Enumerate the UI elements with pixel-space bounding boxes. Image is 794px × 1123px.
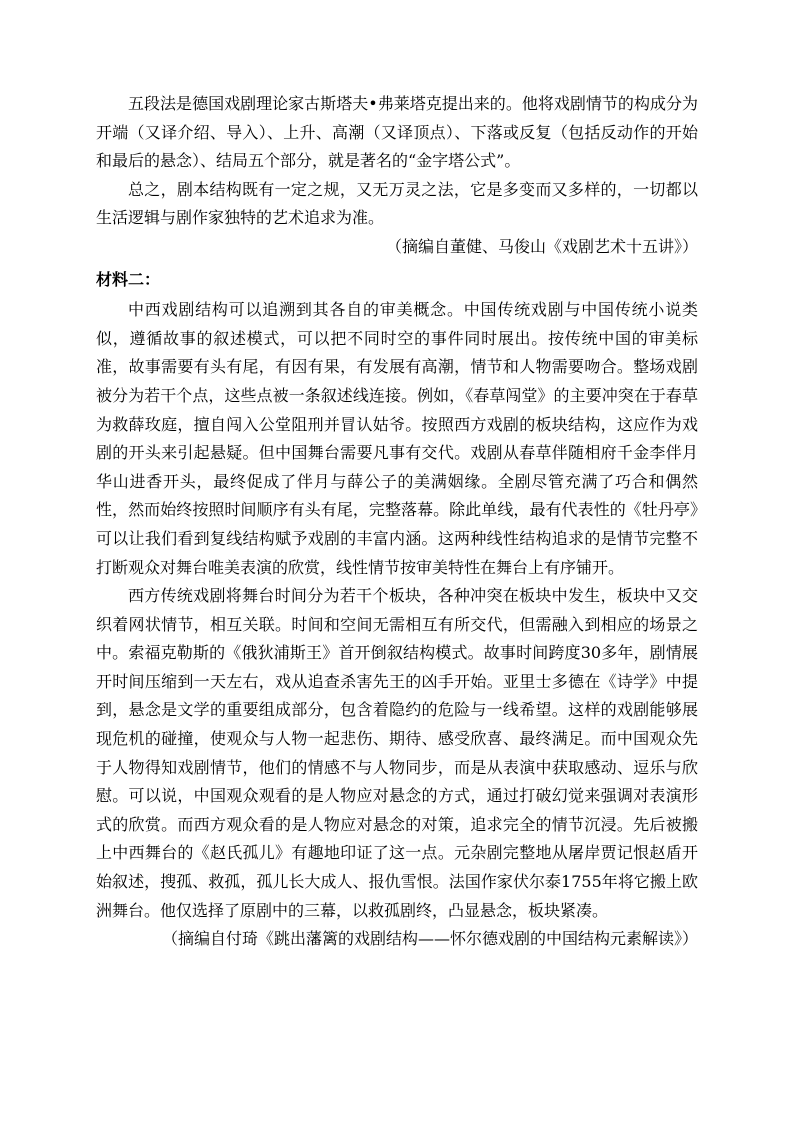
material2-source: （摘编自付琦《跳出藩篱的戏剧结构——怀尔德戏剧的中国结构元素解读》） (161, 929, 698, 949)
material1-source: （摘编自董健、马俊山《戏剧艺术十五讲》） (385, 236, 698, 256)
material1-paragraph-2: 总之，剧本结构既有一定之规，又无万灵之法，它是多变而又多样的，一切都以生活逻辑与剧作家独特的艺术追求为准。 (96, 179, 698, 228)
document-page (96, 90, 698, 954)
material2-heading: 材料二： (96, 269, 161, 289)
material2-paragraph-1: 中西戏剧结构可以追溯到其各自的审美概念。中国传统戏剧与中国传统小说类似，遵循故事的叙述模式，可以把不同时空的事件同时展出。按传统中国的审美标准，故事需要有头有尾，有因有果，有发展有高潮，情节和人物需要吻合。整场戏剧被分为若干个点，这些点被一条叙述线连接。例如，《春草闯堂》的主要冲突在于春草为救薛玫庭，擅自闯入公堂阻刑并冒认姑爷。按照西方戏剧的板块结构，这应作为戏剧的开头来引起悬疑。但中国舞台需要凡事有交代。戏剧从春草伴随相府千金李伴月华山进香开头，最终促成了伴月与薛公子的美满姻缘。全剧尽管充满了巧合和偶然性，然而始终按照时间顺序有头有尾，完整落幕。除此单线，最有代表性的《牡丹亭》可以让我们看到复线结构赋予戏剧的丰富内涵。这两种线性结构追求的是情节完整不打断观众对舞台唯美表演的欣赏，线性情节按审美特性在舞台上有序铺开。 (96, 300, 698, 577)
material2-paragraph-2: 西方传统戏剧将舞台时间分为若干个板块，各种冲突在板块中发生，板块中又交织着网状情节，相互关联。时间和空间无需相互有所交代，但需融入到相应的场景之中。索福克勒斯的《俄狄浦斯王》首开倒叙结构模式。故事时间跨度30多年，剧情展开时间压缩到一天左右，戏从追查杀害先王的凶手开始。亚里士多德在《诗学》中提到，悬念是文学的重要组成部分，包含着隐约的危险与一线希望。这样的戏剧能够展现危机的碰撞，使观众与人物一起悲伤、期待、感受欣喜、最终满足。而中国观众先于人物得知戏剧情节，他们的情感不与人物同步，而是从表演中获取感动、逗乐与欣慰。可以说，中国观众观看的是人物应对悬念的方式，通过打破幻觉来强调对表演形式的欣赏。而西方观众看的是人物应对悬念的对策，追求完全的情节沉浸。先后被搬上中西舞台的《赵氏孤儿》有趣地印证了这一点。元杂剧完整地从屠岸贾记恨赵盾开始叙述，搜孤、救孤，孤儿长大成人、报仇雪恨。法国作家伏尔泰1755年将它搬上欧洲舞台。他仅选择了原剧中的三幕，以救孤剧终，凸显悬念，板块紧凑。 (96, 586, 698, 920)
material1-paragraph-1: 五段法是德国戏剧理论家古斯塔夫•弗莱塔克提出来的。他将戏剧情节的构成分为开端（又译介绍、导入）、上升、高潮（又译顶点）、下落或反复（包括反动作的开始和最后的悬念）、结局五个部分，就是著名的“金字塔公式”。 (96, 94, 698, 171)
